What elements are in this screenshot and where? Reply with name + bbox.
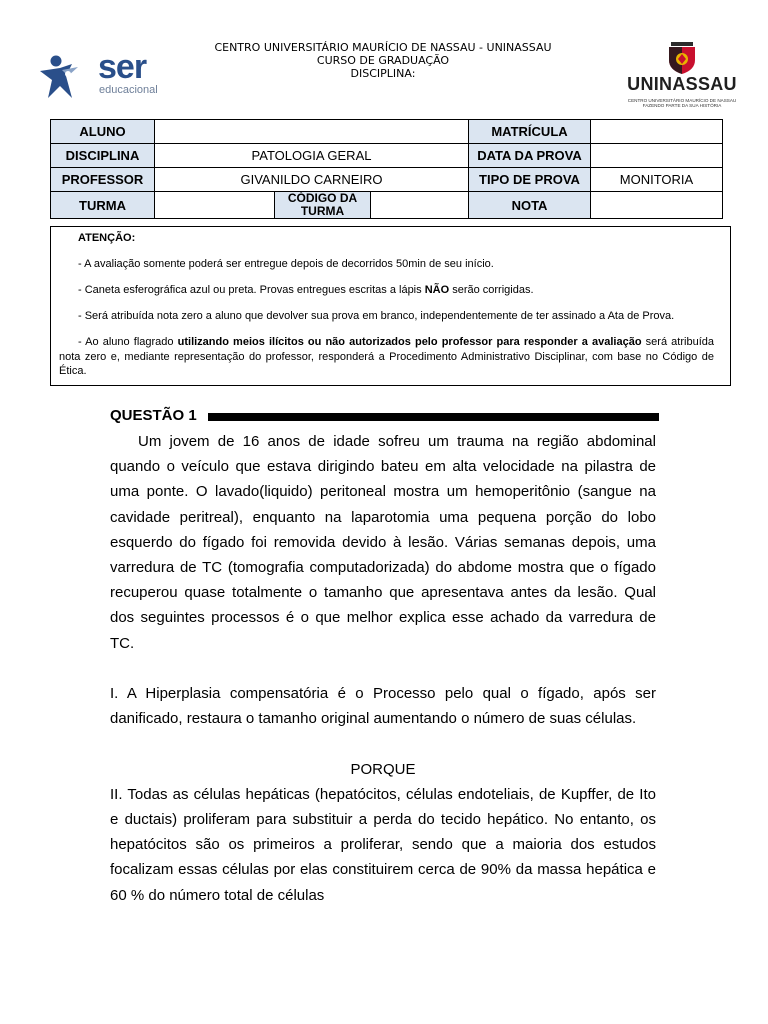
nota-field[interactable]: [591, 192, 723, 219]
assertion-connector: PORQUE: [350, 760, 416, 778]
attention-item-1: - A avaliação somente poderá ser entregue depois de decorridos 50min de seu início.: [78, 258, 494, 270]
discipline-heading: DISCIPLINA:: [350, 67, 416, 80]
uninassau-logo-word: UNINASSAU: [627, 74, 737, 94]
question-title: QUESTÃO 1: [110, 407, 197, 424]
ser-educacional-logo: [38, 48, 162, 104]
disciplina-label: DISCIPLINA: [51, 144, 155, 168]
data-prova-field[interactable]: [591, 144, 723, 168]
professor-label: PROFESSOR: [51, 168, 155, 192]
nota-label: NOTA: [469, 192, 591, 219]
student-info-table: [50, 119, 723, 219]
uninassau-logo-sub: CENTRO UNIVERSITÁRIO MAURÍCIO DE NASSAU FAZENDO PARTE DA SUA HISTÓRIA: [627, 98, 737, 108]
table-row: [51, 168, 723, 192]
data-prova-label: DATA DA PROVA: [469, 144, 591, 168]
professor-value: GIVANILDO CARNEIRO: [155, 168, 469, 192]
attention-box: [50, 226, 731, 386]
question-body: [110, 429, 656, 908]
codigo-turma-label: CÓDIGO DA TURMA: [275, 192, 371, 219]
table-row: [51, 192, 723, 219]
assertion-2: II. Todas as células hepáticas (hepatócitos, células endoteliais, de Kupffer, de Ito e ductais) proliferam para substituir a perda do tecido hepático. No entanto, os hepatócitos são os primeiros a proliferar, sendo que a maioria dos estudos focalizam essas células por elas constituirem cerca de 90% da massa hepática e 60 % do número total de células: [110, 785, 656, 904]
shield-crest-icon: [667, 42, 697, 74]
attention-item-2: - Caneta esferográfica azul ou preta. Provas entregues escritas a lápis NÃO serão corrigidas.: [78, 284, 534, 296]
institution-name: CENTRO UNIVERSITÁRIO MAURÍCIO DE NASSAU - UNINASSAU: [214, 41, 552, 54]
tipo-prova-label: TIPO DE PROVA: [469, 168, 591, 192]
document-header: [200, 41, 566, 80]
question-stem: Um jovem de 16 anos de idade sofreu um trauma na região abdominal quando o veículo que estava dirigindo bateu em alta velocidade na pilastra de uma ponte. O lavado(liquido) peritoneal mostra um hemoperitônio (sangue na cavidade peritreal), enquanto na laparotomia uma pequena porção do lobo esquerdo do fígado foi removida devido à lesão. Várias semanas depois, uma varredura de TC (tomografia computadorizada) do abdome mostra que o fígado recuperou quase totalmente o tamanho que apresentava antes da lesão. Qual dos seguintes processos é o que melhor explica esse achado da varredura de TC.: [110, 433, 656, 652]
ser-logo-word: ser: [98, 48, 147, 86]
attention-item-3: - Será atribuída nota zero a aluno que devolver sua prova em branco, independentemente de ter assinado a Ata de Prova.: [78, 310, 675, 322]
matricula-field[interactable]: [591, 120, 723, 144]
assertion-1: I. A Hiperplasia compensatória é o Processo pelo qual o fígado, após ser danificado, restaura o tamanho original aumentando o número de suas células.: [110, 685, 656, 728]
turma-label: TURMA: [51, 192, 155, 219]
attention-item-4: - Ao aluno flagrado utilizando meios ilícitos ou não autorizados pelo professor para responder a avaliação será atribuída nota zero e, mediante representação do professor, responderá a Procedimento Administrativo Disciplinar, com base no Código de Ética.: [59, 336, 714, 377]
uninassau-logo: [622, 42, 742, 112]
aluno-label: ALUNO: [51, 120, 155, 144]
attention-title: ATENÇÃO:: [78, 232, 136, 244]
matricula-label: MATRÍCULA: [469, 120, 591, 144]
question-title-rule: [208, 413, 659, 421]
table-row: [51, 144, 723, 168]
turma-field[interactable]: [155, 192, 275, 219]
table-row: [51, 120, 723, 144]
star-figure-icon: [38, 54, 94, 102]
disciplina-value: PATOLOGIA GERAL: [155, 144, 469, 168]
tipo-prova-value: MONITORIA: [591, 168, 723, 192]
codigo-turma-field[interactable]: [371, 192, 469, 219]
course-name: CURSO DE GRADUAÇÃO: [316, 54, 450, 67]
ser-logo-sub: educacional: [99, 84, 158, 96]
aluno-field[interactable]: [155, 120, 469, 144]
